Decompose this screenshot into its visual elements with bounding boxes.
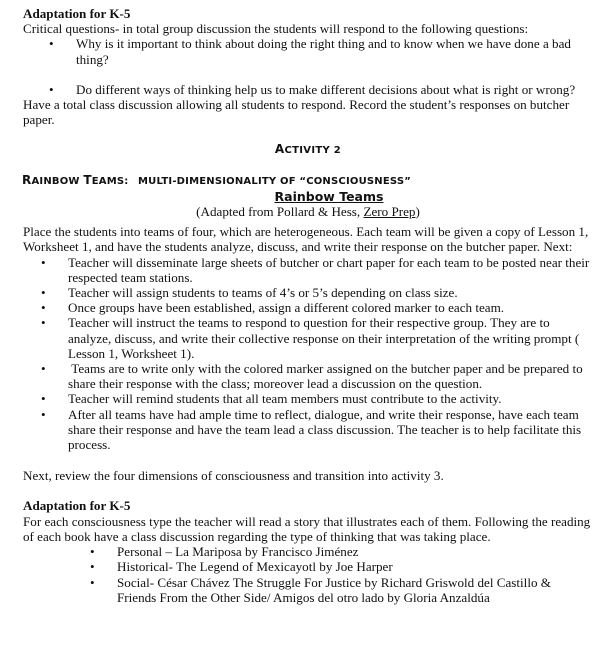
discussion-instructions: Have a total class discussion allowing all students to respond. Record the student’s responses on butcher paper.	[23, 97, 570, 128]
list-item: • Teams are to write only with the colored marker assigned on the butcher paper and be prepared to share their response with the class; moreover lead a discussion on the question.	[41, 361, 586, 392]
bullet-icon: •	[41, 285, 46, 301]
list-item: • Once groups have been established, assign a different colored marker to each team.	[41, 300, 505, 316]
list-item: • Teacher will remind students that all team members must contribute to the activity.	[41, 391, 502, 407]
adapted-source: (Adapted from Pollard & Hess, Zero Prep)	[196, 204, 420, 220]
list-item	[49, 36, 593, 67]
list-item	[49, 81, 593, 97]
bullet-icon: •	[41, 315, 46, 331]
activity-heading: RAINBOW TEAMS: MULTI-DIMENSIONALITY OF “CONSCIOUSNESS”	[22, 172, 412, 187]
list-item: • Personal – La Mariposa by Francisco Jiménez	[90, 544, 359, 560]
book-list	[90, 544, 593, 605]
section-heading-adaptation: Adaptation for K-5	[23, 6, 131, 21]
activity-steps	[41, 254, 593, 453]
list-item: • Social- César Chávez The Struggle For Justice by Richard Griswold del Castillo & Friends From the Other Side/ Amigos del otro lado by Gloria Anzaldúa	[90, 574, 551, 605]
bullet-icon: •	[90, 574, 95, 590]
activity-intro: Place the students into teams of four, which are heterogeneous. Each team will be given a copy of Lesson 1, Worksheet 1, and have the students analyze, discuss, and write their response on the butcher paper. Next:	[23, 224, 589, 255]
source-title: Zero Prep	[363, 204, 416, 220]
document-page	[23, 6, 593, 605]
question-text: Why is it important to think about doing the right thing and to know when we have done a bad thing?	[76, 36, 571, 67]
bullet-icon: •	[90, 559, 95, 575]
list-item: • Historical- The Legend of Mexicayotl by Joe Harper	[90, 559, 393, 575]
section-heading-adaptation-2: Adaptation for K-5	[23, 498, 131, 514]
bullet-icon: •	[41, 391, 46, 407]
list-item: • After all teams have had ample time to reflect, dialogue, and write their response, have each team share their response and have the team lead a class discussion. The teacher is to help facilitate this process.	[41, 406, 582, 453]
story-reading-intro: For each consciousness type the teacher will read a story that illustrates each of them. Following the reading of each book have a class discussion regarding the type of thinking that was taking place.	[23, 513, 591, 544]
list-item: • Teacher will instruct the teams to respond to question for their respective group. They are to analyze, discuss, and write their collective response on their interpretation of the writing prompt ( Lesson 1, Worksheet 1).	[41, 315, 580, 361]
question-list	[49, 36, 593, 97]
transition-note: Next, review the four dimensions of consciousness and transition into activity 3.	[23, 468, 444, 484]
bullet-icon: •	[41, 406, 46, 422]
activity-subtitle: Rainbow Teams	[274, 188, 384, 204]
spacer	[76, 67, 593, 82]
list-item: • Teacher will disseminate large sheets of butcher or chart paper for each team to be posted near their respected team stations.	[41, 254, 590, 285]
bullet-icon: •	[41, 254, 46, 270]
list-item: • Teacher will assign students to teams of 4’s or 5’s depending on class size.	[41, 285, 458, 301]
critical-questions-intro: Critical questions- in total group discussion the students will respond to the following questions:	[23, 21, 529, 37]
activity-title: ACTIVITY 2	[274, 142, 342, 157]
bullet-icon: •	[90, 544, 95, 560]
bullet-icon: •	[49, 81, 54, 97]
bullet-icon: •	[41, 361, 46, 377]
question-text: Do different ways of thinking help us to make different decisions about what is right or wrong?	[76, 81, 576, 97]
bullet-icon: •	[49, 36, 54, 52]
bullet-icon: •	[41, 300, 46, 316]
